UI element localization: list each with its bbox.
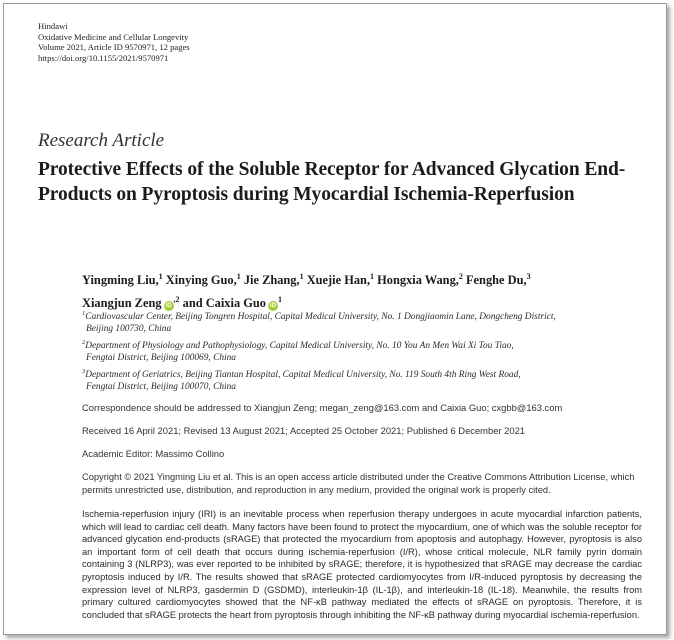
- orcid-icon[interactable]: iD: [269, 303, 276, 310]
- author: Yingming Liu,$^1$: [82, 272, 163, 288]
- journal-header: [38, 21, 190, 63]
- correspondence: Correspondence should be addressed to Xiangjun Zeng; megan_zeng@163.com and Caixia Guo; cxgbb@163.com: [82, 402, 563, 413]
- author-list: [82, 267, 642, 313]
- affiliation: $^3$Department of Geriatrics, Beijing Tiantan Hospital, Capital Medical University, No. 119 South 4th Ring West Road, Fengtai District, Beijing 100070, China: [82, 368, 521, 393]
- paper-title: Protective Effects of the Soluble Receptor for Advanced Glycation End-Products on Pyroptosis during Myocardial Ischemia-Reperfusion: [38, 159, 626, 205]
- author: Hongxia Wang,$^2$: [377, 272, 463, 288]
- publisher-name: Hindawi: [38, 21, 68, 31]
- author: and Caixia Guo $iD^1$: [182, 295, 282, 311]
- affiliation: $^2$Department of Physiology and Pathophysiology, Capital Medical University, No. 10 You An Men Wai Xi Tou Tiao, Fengtai District, Beijing 100069, China: [82, 339, 514, 364]
- journal-volume: Volume 2021, Article ID 9570971, 12 pages: [38, 42, 190, 53]
- author: Jie Zhang,$^1$: [243, 272, 304, 288]
- journal-name: Oxidative Medicine and Cellular Longevity: [38, 31, 189, 42]
- author: Fenghe Du,$^3$: [465, 272, 531, 288]
- orcid-icon[interactable]: iD: [165, 303, 172, 310]
- author: Xinying Guo,$^1$: [165, 272, 241, 288]
- author: Xuejie Han,$^1$: [306, 272, 375, 288]
- doi-link[interactable]: https://doi.org/10.1155/2021/9570971: [38, 52, 169, 63]
- academic-editor: Academic Editor: Massimo Collino: [82, 448, 225, 459]
- publication-dates: Received 16 April 2021; Revised 13 August 2021; Accepted 25 October 2021; Published 6 December 2021: [82, 425, 526, 436]
- copyright-notice: Copyright © 2021 Yingming Liu et al. This is an open access article distributed under the Creative Commons Attribution License, which permits unrestricted use, distribution, and reproduction in any medium, provided the original work is properly cited.: [82, 472, 635, 495]
- article-type: Research Article: [38, 130, 165, 151]
- page-frame: [3, 3, 667, 635]
- affiliation: $^1$Cardiovascular Center, Beijing Tongren Hospital, Capital Medical University, No. 1 Dongjiaomin Lane, Dongcheng District, Beijing 100730, China: [82, 310, 556, 335]
- author: Xiangjun Zeng $iD^{,2}$: [82, 295, 180, 311]
- abstract: Ischemia-reperfusion injury (IRI) is an inevitable process when reperfusion therapy undergoes in acute myocardial infarction patients, which will lead to cardiac cell death. Many factors have been found to protect the myocardium, one of which was the soluble receptor for advanced glycation end-products (sRAGE) that protected the myocardium from apoptosis and autophagy. However, pyroptosis is also an important form of cell death that occurs during ischemia-reperfusion (I/R), whose critical molecule, NLR family pyrin domain containing 3 (NLRP3), was ever reported to be inhibited by sRAGE; therefore, it is hypothesized that sRAGE may decrease the cardiac pyroptosis induced by I/R. The results showed that sRAGE protected cardiomyocytes from I/R-induced pyroptosis by decreasing the expression level of NLRP3, gasdermin D (GSDMD), interleukin-1β (IL-1β), and interleukin-18 (IL-18). Meanwhile, the results from primary cultured cardiomyocytes showed that the NF-κB pathway mediated the effects of sRAGE on pyroptosis. Therefore, it is concluded that sRAGE protects the heart from pyroptosis through inhibiting the NF-κB pathway during myocardial ischemia-reperfusion.: [82, 509, 642, 620]
